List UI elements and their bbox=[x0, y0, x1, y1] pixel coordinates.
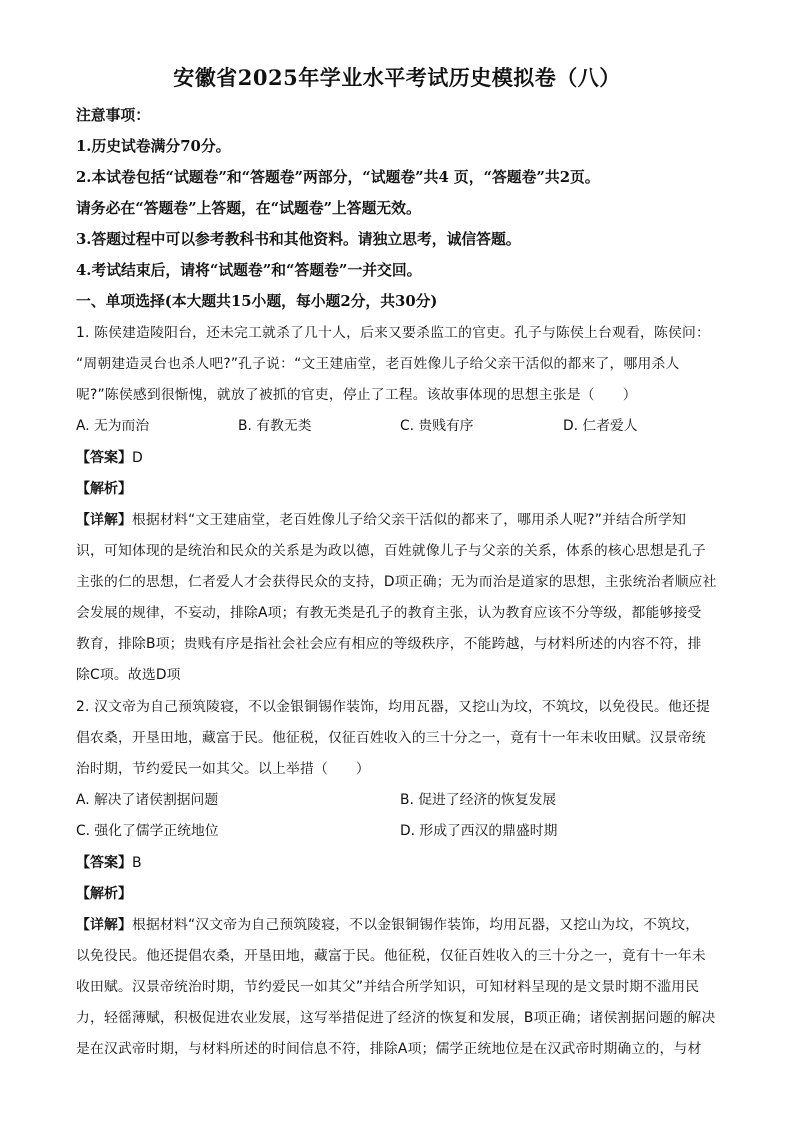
q2-detail-line-4: 力，轻徭薄赋，积极促进农业发展，这写举措促进了经济的恢复和发展，B项正确；诸侯割据问题的解决 bbox=[76, 1010, 716, 1026]
q2-answer-label: 【答案】 bbox=[76, 855, 132, 871]
notice-item-1: 1.历史试卷满分70分。 bbox=[76, 138, 231, 155]
notice-item-2-cont: 请务必在“答题卷”上答题，在“试题卷”上答题无效。 bbox=[76, 200, 421, 217]
q1-detail-line-2: 识，可知体现的是统治和民众的关系是为政以德，百姓就像儿子与父亲的关系，体系的核心思想是孔子 bbox=[76, 543, 706, 559]
q2-detail-line-1 bbox=[76, 915, 721, 935]
q1-detail-line-4: 会发展的规律，不妄动，排除A项；有教无类是孔子的教育主张，认为教育应该不分等级，都能够接受 bbox=[76, 605, 702, 621]
q2-stem-line-2: 倡农桑，开垦田地，藏富于民。他征税，仅征百姓收入的三十分之一，竟有十一年未收田赋。汉景帝统 bbox=[76, 730, 706, 746]
q2-option-a: A. 解决了诸侯割据问题 bbox=[76, 792, 219, 808]
q1-answer-label: 【答案】 bbox=[76, 450, 132, 466]
q2-detail-line-5: 是在汉武帝时期，与材料所述的时间信息不符，排除A项；儒学正统地位是在汉武帝时期确立的，与材 bbox=[76, 1041, 702, 1057]
q1-detail-line-6: 除C项。故选D项 bbox=[76, 667, 181, 683]
q2-option-d: D. 形成了西汉的鼎盛时期 bbox=[400, 823, 558, 839]
q2-stem-line-3: 治时期，节约爱民一如其父。以上举措（ ） bbox=[76, 761, 370, 777]
q1-answer bbox=[76, 448, 143, 468]
q1-stem-line-1: 1. 陈侯建造陵阳台，还未完工就杀了几十人，后来又要杀监工的官吏。孔子与陈侯上台观看，陈侯问： bbox=[76, 325, 711, 341]
q2-option-b: B. 促进了经济的恢复发展 bbox=[400, 792, 557, 808]
q1-answer-value: D bbox=[132, 450, 143, 466]
q1-option-a: A. 无为而治 bbox=[76, 418, 150, 434]
q2-answer bbox=[76, 853, 142, 873]
q2-detail-label: 【详解】 bbox=[76, 917, 132, 933]
q1-detail-line-5: 教育，排除B项；贵贱有序是指社会社会应有相应的等级秩序，不能跨越，与材料所述的内容不符，排 bbox=[76, 636, 702, 652]
q1-option-d: D. 仁者爱人 bbox=[563, 418, 638, 434]
q2-analysis-label: 【解析】 bbox=[76, 886, 132, 902]
q1-detail-text-1: 根据材料“文王建庙堂，老百姓像儿子给父亲干活似的都来了，哪用杀人呢?”并结合所学知 bbox=[132, 512, 687, 528]
q1-detail-line-3: 主张的仁的思想，仁者爱人才会获得民众的支持，D项正确；无为而治是道家的思想，主张统治者顺应社 bbox=[76, 574, 717, 590]
q1-detail-line-1 bbox=[76, 510, 721, 530]
q1-stem-line-3: 呢?”陈侯感到很惭愧，就放了被抓的官吏，停止了工程。该故事体现的思想主张是（ ） bbox=[76, 387, 637, 403]
q2-detail-line-2: 以免役民。他还提倡农桑，开垦田地，藏富于民。他征税，仅征百姓收入的三十分之一，竟有十一年未 bbox=[76, 948, 706, 964]
q1-option-b: B. 有教无类 bbox=[238, 418, 312, 434]
notice-item-2: 2.本试卷包括“试题卷”和“答题卷”两部分，“试题卷”共4 页，“答题卷”共2页。 bbox=[76, 169, 600, 186]
q1-stem-line-2: “周朝建造灵台也杀人吧?”孔子说：“文王建庙堂，老百姓像儿子给父亲干活似的都来了，哪用杀人 bbox=[76, 356, 680, 372]
q2-stem-line-1: 2. 汉文帝为自己预筑陵寝，不以金银铜锡作装饰，均用瓦器，又挖山为坟，不筑坟，以免役民。他还提 bbox=[76, 699, 711, 715]
notice-item-3: 3.答题过程中可以参考教科书和其他资料。请独立思考，诚信答题。 bbox=[76, 231, 521, 248]
q2-detail-text-1: 根据材料“汉文帝为自己预筑陵寝，不以金银铜锡作装饰，均用瓦器，又挖山为坟，不筑坟， bbox=[132, 917, 700, 933]
q1-analysis-label: 【解析】 bbox=[76, 481, 132, 497]
notice-item-4: 4.考试结束后，请将“试题卷”和“答题卷”一并交回。 bbox=[76, 262, 422, 279]
page-title: 安徽省2025年学业水平考试历史模拟卷（八） bbox=[173, 65, 621, 90]
section-heading: 一、单项选择(本大题共15小题，每小题2分，共30分) bbox=[76, 293, 438, 310]
notice-heading: 注意事项： bbox=[76, 107, 150, 124]
q2-option-c: C. 强化了儒学正统地位 bbox=[76, 823, 219, 839]
q1-option-c: C. 贵贱有序 bbox=[400, 418, 474, 434]
q2-detail-line-3: 收田赋。汉景帝统治时期，节约爱民一如其父”并结合所学知识，可知材料呈现的是文景时期不滥用民 bbox=[76, 979, 700, 995]
q1-detail-label: 【详解】 bbox=[76, 512, 132, 528]
q2-answer-value: B bbox=[132, 855, 142, 871]
